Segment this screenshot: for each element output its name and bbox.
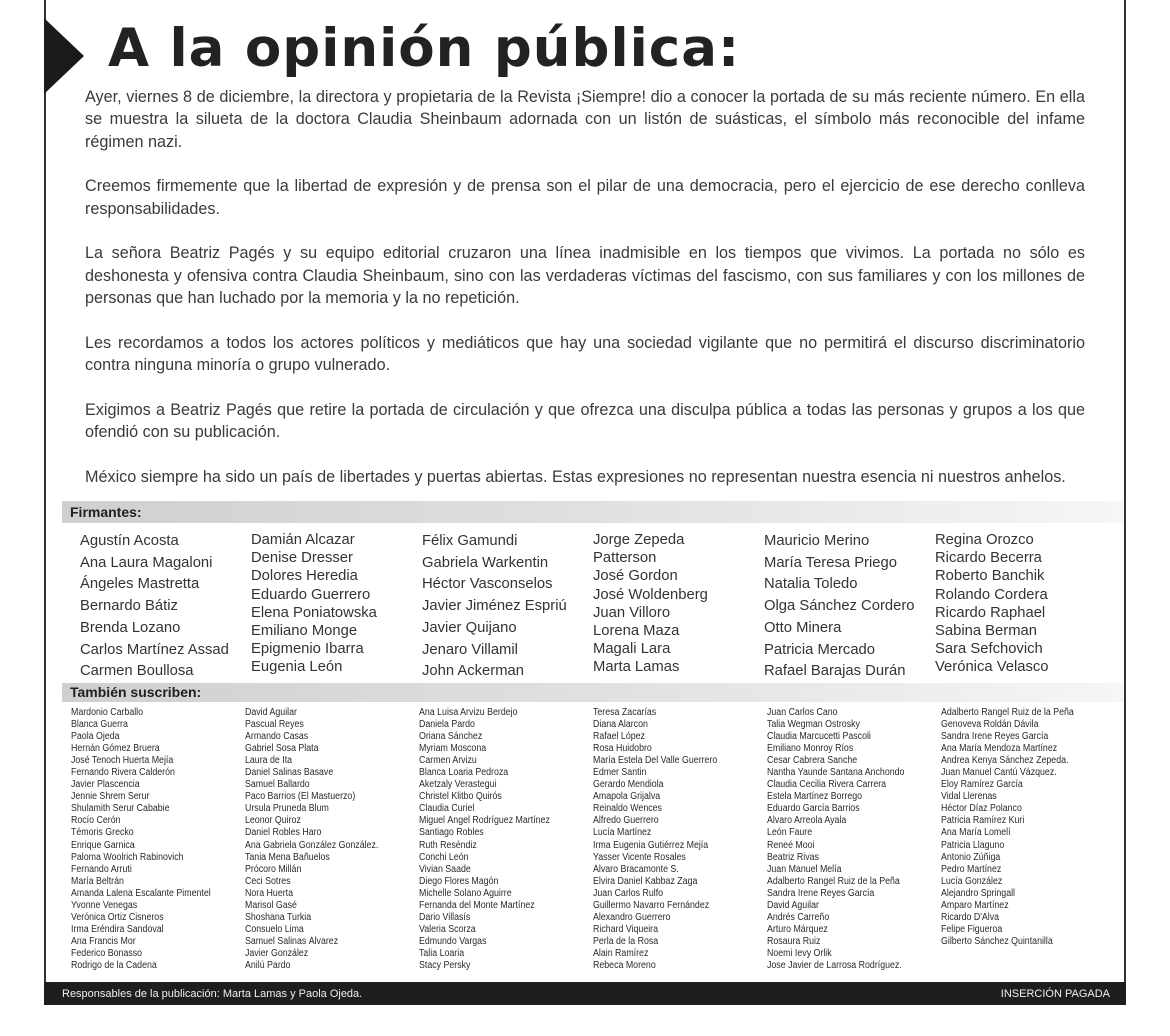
arrow-marker-icon — [44, 18, 84, 94]
signer-name: Teresa Zacarías — [593, 707, 657, 718]
signer-name: Talia Wegman Ostrosky — [767, 719, 860, 731]
signer-name: Armando Casas — [245, 731, 309, 743]
signer-name: Talia Loaria — [419, 947, 465, 959]
signer-name: Jennie Shrem Serur — [71, 791, 150, 803]
signer-name: Ángeles Mastretta — [80, 576, 200, 593]
signer-name: Laura de Ita — [245, 755, 293, 767]
signer-name: Paloma Woolrich Rabinovich — [71, 851, 184, 863]
signer-name: Epigmenio Ibarra — [251, 641, 364, 658]
signer-name: Emiliano Monge — [251, 623, 358, 640]
signer-name: Perla de la Rosa — [593, 935, 659, 947]
signer-name: Nantha Yaunde Santana Anchondo — [767, 767, 905, 779]
signer-name: Eloy Ramírez García — [941, 779, 1023, 791]
signer-name: Samuel Salinas Álvarez — [245, 935, 339, 947]
signer-name: Beatriz Rivas — [767, 851, 819, 863]
signer-name: Verónica Ortiz Cisneros — [71, 911, 164, 923]
signer-name: Consuelo Lima — [245, 923, 304, 935]
signer-name: Javier Plascencia — [71, 779, 140, 791]
signer-name: Eduardo García Barrios — [767, 803, 860, 815]
signer-name: Ruth Reséndiz — [419, 839, 477, 851]
signer-name: Juan Villoro — [593, 604, 671, 621]
signer-name: Nora Huerta — [245, 887, 294, 899]
signer-name: Rolando Cordera — [935, 586, 1048, 603]
signer-name: Javier González — [245, 947, 309, 959]
signer-name: Alfredo Guerrero — [593, 815, 659, 827]
paragraph-6: México siempre ha sido un país de libertades y puertas abiertas. Estas expresiones no representan nuestra esencia ni nuestros anhelos. — [85, 468, 1066, 487]
signer-name: Yasser Vicente Rosales — [593, 851, 686, 863]
signer-name: Juan Carlos Rulfo — [593, 887, 664, 899]
paragraph-4: Les recordamos a todos los actores políticos y mediáticos que hay una sociedad vigilante que no permitirá el discurso discriminatorio contra ninguna minoría o grupo vulnerado. — [85, 333, 1085, 375]
signer-name: Lucía González — [941, 875, 1003, 887]
signer-name: David Aguilar — [767, 899, 819, 911]
signer-name: Ana Laura Magaloni — [80, 554, 213, 571]
signer-name: Felipe Figueroa — [941, 923, 1003, 935]
signer-name: Antonio Zúñiga — [941, 851, 1001, 863]
signer-name: Ana Francis Mor — [71, 935, 136, 947]
firmantes-column-6 — [935, 531, 1106, 683]
signer-name: Amanda Lalena Escalante Pimentel — [71, 887, 211, 899]
signer-name: Carmen Arvizu — [419, 755, 477, 767]
signer-name: Ricardo Becerra — [935, 550, 1042, 567]
signer-name: Sandra Irene Reyes García — [941, 731, 1049, 743]
signer-name: Irma Eréndira Sandoval — [71, 923, 164, 935]
signer-name: Andrés Carreño — [767, 911, 830, 923]
signer-name: Sabina Berman — [935, 623, 1037, 640]
firmantes-column-4 — [593, 531, 764, 683]
signer-name: Fernanda del Monte Martínez — [419, 899, 535, 911]
firmantes-column-1 — [80, 531, 251, 683]
signer-name: Lucía Martínez — [593, 827, 652, 839]
paragraph-1: Ayer, viernes 8 de diciembre, la directora y propietaria de la Revista ¡Siempre! dio a conocer la portada de su más reciente número. En ella se muestra la silueta de la doctora Claudia Sheinbaum adornada con un listón de suásticas, el símbolo más reconocible del infame régimen nazi. — [85, 88, 1085, 151]
signer-name: Jenaro Villamil — [422, 641, 518, 658]
signer-name: Valeria Scorza — [419, 923, 476, 935]
signer-name: José Woldenberg — [593, 586, 708, 603]
signer-name: Elvira Daniel Kabbaz Zaga — [593, 875, 698, 887]
signer-name: Patricia Llaguno — [941, 839, 1005, 851]
signer-name: Juan Manuel Cantú Vázquez. — [941, 767, 1057, 779]
signer-name: Blanca Guerra — [71, 719, 128, 731]
signer-name: María Teresa Priego — [764, 554, 897, 571]
tambien-column-1 — [71, 707, 245, 972]
signer-name: Ursula Pruneda Blum — [245, 803, 329, 815]
signer-name: Myriam Moscona — [419, 743, 487, 755]
signer-name: Alain Ramírez — [593, 947, 649, 959]
signer-name: Mardonio Carballo — [71, 707, 144, 718]
signer-name: Fernando Arruti — [71, 863, 132, 875]
tambien-column-4 — [593, 707, 767, 972]
signer-name: Blanca Loaria Pedroza — [419, 767, 509, 779]
signer-name: Magali Lara — [593, 641, 671, 658]
signer-name: Rodrigo de la Cadena — [71, 959, 157, 971]
signer-name: Rafael Barajas Durán — [764, 663, 906, 680]
paragraph-3: La señora Beatriz Pagés y su equipo editorial cruzaron una línea inadmisible en los tiempos que vivimos. La portada no sólo es deshonesta y ofensiva contra Claudia Sheinbaum, sino con las verdaderas víctimas del fascismo, con sus familiares y con los millones de personas que han luchado por la memoria y la no repetición. — [85, 244, 1085, 308]
signer-name: Sara Sefchovich — [935, 641, 1043, 658]
signer-name: Shulamith Serur Cababie — [71, 803, 170, 815]
signer-name: Gilberto Sánchez Quintanilla — [941, 935, 1053, 947]
tambien-column-3 — [419, 707, 593, 972]
signer-name: Ana Gabriela González González. — [245, 839, 379, 851]
signer-name: Rosa Huidobro — [593, 743, 652, 755]
signer-name: Conchi León — [419, 851, 469, 863]
signer-name: Félix Gamundi — [422, 533, 518, 549]
signer-name: Ana María Lomelí — [941, 827, 1011, 839]
signer-name: Yvonne Venegas — [71, 899, 138, 911]
signer-name: Héctor Díaz Polanco — [941, 803, 1022, 815]
signer-name: Dario Villasís — [419, 911, 471, 923]
letter-body — [85, 86, 1085, 511]
signer-name: José Tenoch Huerta Mejía — [71, 755, 174, 767]
signer-name: Claudia Marcucetti Pascoli — [767, 731, 871, 743]
signer-name: Ricardo D'Alva — [941, 911, 1000, 923]
signer-name: Diana Alarcon — [593, 719, 648, 731]
signer-name: Christel Klitbo Quirós — [419, 791, 502, 803]
signer-name: Carlos Martínez Assad — [80, 641, 229, 658]
signer-name: Alvaro Arreola Ayala — [767, 815, 847, 827]
signer-name: Ana Luisa Arvizu Berdejo — [419, 707, 518, 718]
signer-name: Amparo Martínez — [941, 899, 1009, 911]
footer-bar — [44, 982, 1126, 1005]
signer-name: León Faure — [767, 827, 813, 839]
signer-name: Emiliano Monroy Ríos — [767, 743, 854, 755]
signer-name: Arturo Márquez — [767, 923, 828, 935]
tambien-suscriben-header: También suscriben: — [62, 683, 1124, 702]
signer-name: David Aguilar — [245, 707, 297, 718]
page-title: A la opinión pública: — [108, 18, 741, 79]
signer-name: Eugenia León — [251, 659, 343, 676]
signer-name: Adalberto Rangel Ruiz de la Peña — [941, 707, 1074, 718]
signer-name: Shoshana Turkia — [245, 911, 312, 923]
signer-name: Tania Mena Bañuelos — [245, 851, 330, 863]
signer-name: Patterson — [593, 550, 657, 567]
signer-name: Leonor Quiroz — [245, 815, 301, 827]
tambien-column-6 — [941, 707, 1115, 972]
signer-name: Carmen Boullosa — [80, 663, 194, 680]
signer-name: Roberto Banchik — [935, 568, 1045, 585]
signer-name: Olga Sánchez Cordero — [764, 598, 915, 615]
signer-name: Agustín Acosta — [80, 533, 179, 549]
signer-name: Sandra Irene Reyes García — [767, 887, 875, 899]
firmantes-column-3 — [422, 531, 593, 683]
signer-name: Claudia Curiel — [419, 803, 475, 815]
paragraph-2: Creemos firmemente que la libertad de expresión y de prensa son el pilar de una democracia, pero el ejercicio de ese derecho conlleva responsabilidades. — [85, 177, 1085, 218]
signer-name: Eduardo Guerrero — [251, 586, 371, 603]
tambien-suscriben-list — [71, 707, 1131, 972]
signer-name: Anilú Pardo — [245, 959, 291, 971]
signer-name: Daniel Salinas Basave — [245, 767, 334, 779]
signer-name: Regina Orozco — [935, 532, 1034, 548]
signer-name: José Gordon — [593, 568, 678, 585]
signer-name: Lorena Maza — [593, 623, 680, 640]
signer-name: Santiago Robles — [419, 827, 484, 839]
firmantes-column-2 — [251, 531, 422, 683]
signer-name: Reinaldo Wences — [593, 803, 662, 815]
signer-name: Amapola Grijalva — [593, 791, 661, 803]
signer-name: Daniela Pardo — [419, 719, 475, 731]
responsables-text: Responsables de la publicación: Marta Lamas y Paola Ojeda. — [62, 987, 363, 1000]
signer-name: Javier Quijano — [422, 619, 517, 636]
signer-name: Rosaura Ruiz — [767, 935, 821, 947]
signer-name: Patricia Ramírez Kuri — [941, 815, 1025, 827]
signer-name: Federico Bonasso — [71, 947, 143, 959]
signer-name: Jorge Zepeda — [593, 532, 685, 548]
signer-name: Irma Eugenia Gutiérrez Mejía — [593, 839, 709, 851]
signer-name: Diego Flores Magón — [419, 875, 499, 887]
signer-name: Brenda Lozano — [80, 619, 181, 636]
signer-name: Adalberto Rangel Ruiz de la Peña — [767, 875, 900, 887]
signer-name: Bernardo Bátiz — [80, 598, 178, 615]
signer-name: Paola Ojeda — [71, 731, 120, 743]
signer-name: Enrique Garnica — [71, 839, 135, 851]
signer-name: Rocío Cerón — [71, 815, 121, 827]
signer-name: Álvaro Bracamonte S. — [593, 863, 679, 875]
signer-name: Guillermo Navarro Fernández — [593, 899, 710, 911]
signer-name: Juan Carlos Cano — [767, 707, 838, 718]
signer-name: Miguel Ángel Rodríguez Martínez — [419, 815, 550, 827]
signer-name: Marisol Gasé — [245, 899, 297, 911]
signer-name: Javier Jiménez Espriú — [422, 598, 567, 615]
firmantes-column-5 — [764, 531, 935, 683]
signer-name: Gabriel Sosa Plata — [245, 743, 319, 755]
paragraph-5: Exigimos a Beatriz Pagés que retire la portada de circulación y que ofrezca una disculpa pública a todas las personas y grupos a los que ofendió con su publicación. — [85, 400, 1085, 442]
signer-name: Rafael López — [593, 731, 645, 743]
signer-name: Rebeca Moreno — [593, 959, 656, 971]
signer-name: Témoris Grecko — [71, 827, 134, 839]
signer-name: Paco Barrios (El Mastuerzo) — [245, 791, 356, 803]
signer-name: Samuel Ballardo — [245, 779, 310, 791]
signer-name: Stacy Persky — [419, 959, 471, 971]
signer-name: Ricardo Raphael — [935, 604, 1046, 621]
tambien-column-2 — [245, 707, 419, 972]
signer-name: María Estela Del Valle Guerrero — [593, 755, 718, 767]
tambien-column-5 — [767, 707, 941, 972]
signer-name: Cesar Cabrera Sanche — [767, 755, 858, 767]
signer-name: María Beltrán — [71, 875, 124, 887]
signer-name: Fernando Rivera Calderón — [71, 767, 175, 779]
signer-name: Damián Alcazar — [251, 532, 355, 548]
signer-name: Reneé Mooi — [767, 839, 815, 851]
signer-name: Michelle Solano Aguirre — [419, 887, 512, 899]
signer-name: Alejandro Springall — [941, 887, 1016, 899]
signer-name: John Ackerman — [422, 663, 524, 680]
signer-name: Héctor Vasconselos — [422, 576, 553, 593]
signer-name: Otto Minera — [764, 619, 842, 636]
firmantes-header: Firmantes: — [62, 501, 1124, 523]
signer-name: Dolores Heredia — [251, 568, 358, 585]
signer-name: Vivian Saade — [419, 863, 471, 875]
signer-name: Natalia Toledo — [764, 576, 858, 593]
signer-name: Richard Viqueira — [593, 923, 659, 935]
signer-name: Hernán Gómez Bruera — [71, 743, 160, 755]
signer-name: Jose Javier de Larrosa Rodríguez. — [767, 959, 902, 971]
signer-name: Genoveva Roldán Dávila — [941, 719, 1039, 731]
signer-name: Andrea Kenya Sánchez Zepeda. — [941, 755, 1069, 767]
signer-name: Pedro Martínez — [941, 863, 1002, 875]
signer-name: Claudia Cecilia Rivera Carrera — [767, 779, 887, 791]
signer-name: Juan Manuel Melía — [767, 863, 842, 875]
signer-name: Edmer Santin — [593, 767, 647, 779]
signer-name: Ana María Mendoza Martínez — [941, 743, 1058, 755]
signer-name: Aketzaly Verastegui — [419, 779, 497, 791]
signer-name: Gabriela Warkentin — [422, 554, 549, 571]
signer-name: Verónica Velasco — [935, 659, 1049, 676]
signer-name: Oriana Sánchez — [419, 731, 483, 743]
signer-name: Ceci Sotres — [245, 875, 291, 887]
signer-name: Noemi Ievy Orlik — [767, 947, 832, 959]
signer-name: Daniel Robles Haro — [245, 827, 322, 839]
signer-name: Gerardo Mendiola — [593, 779, 664, 791]
signer-name: Mauricio Merino — [764, 533, 870, 549]
signer-name: Estela Martínez Borrego — [767, 791, 863, 803]
firmantes-list — [80, 531, 1120, 683]
signer-name: Pascual Reyes — [245, 719, 304, 731]
signer-name: Marta Lamas — [593, 659, 680, 676]
signer-name: Edmundo Vargas — [419, 935, 487, 947]
signer-name: Patricia Mercado — [764, 641, 876, 658]
signer-name: Denise Dresser — [251, 550, 353, 567]
insercion-pagada-label: INSERCIÓN PAGADA — [1000, 987, 1110, 1000]
signer-name: Vidal Llerenas — [941, 791, 997, 803]
signer-name: Elena Poniatowska — [251, 604, 377, 621]
signer-name: Prócoro Millán — [245, 863, 302, 875]
signer-name: Alexandro Guerrero — [593, 911, 671, 923]
